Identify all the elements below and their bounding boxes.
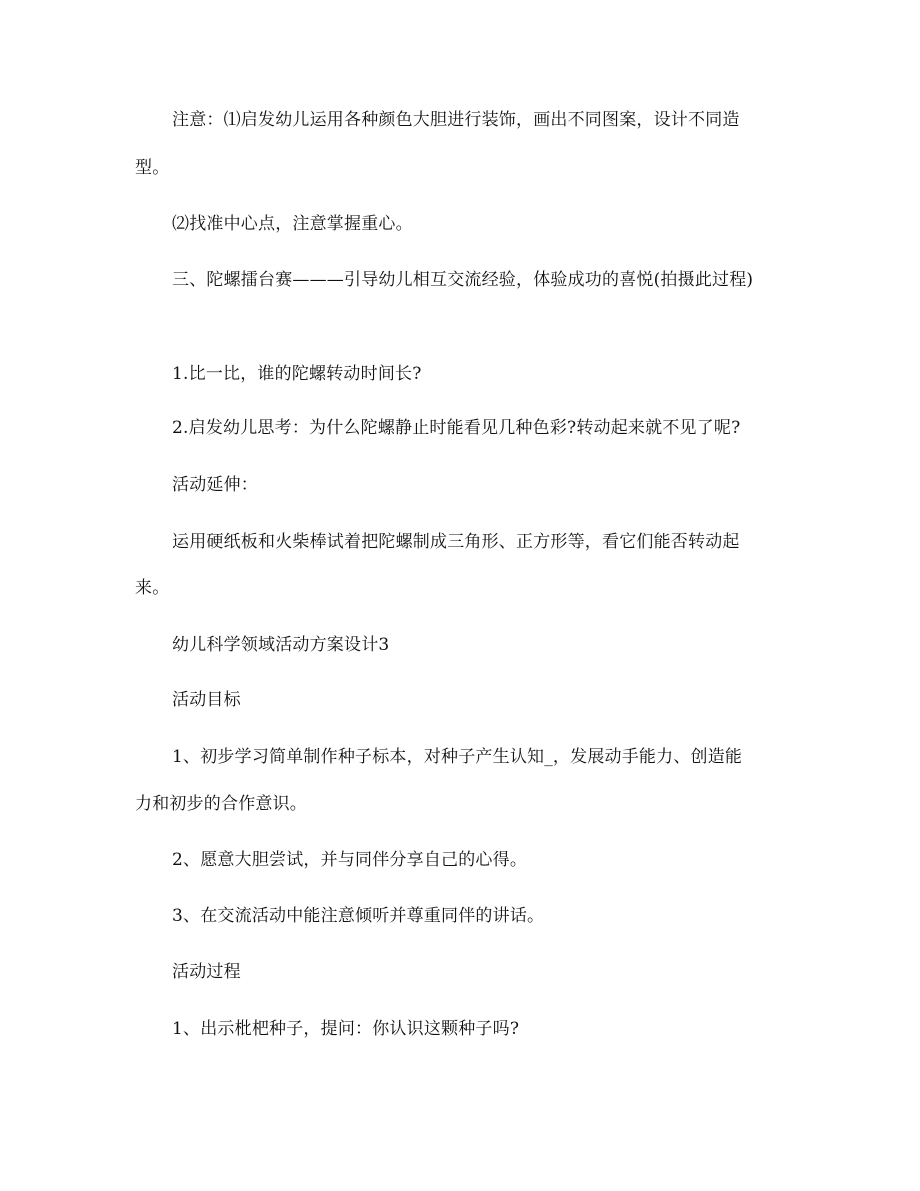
note-line-1-cont: 型。 [135,158,170,178]
goal-3: 3、在交流活动中能注意倾听并尊重同伴的讲话。 [172,906,545,926]
note-line-1: 注意：⑴启发幼儿运用各种颜色大胆进行装饰，画出不同图案，设计不同造 [172,110,740,130]
extension-paragraph: 运用硬纸板和火柴棒试着把陀螺制成三角形、正方形等，看它们能否转动起 [172,532,740,552]
section-3-heading: 三、陀螺擂台赛———引导幼儿相互交流经验，体验成功的喜悦(拍摄此过程) [172,270,754,290]
extension-paragraph-cont: 来。 [135,578,170,598]
note-line-2: ⑵找准中心点，注意掌握重心。 [172,214,413,234]
goal-2: 2、愿意大胆尝试，并与同伴分享自己的心得。 [172,850,528,870]
activity-extension-heading: 活动延伸： [172,475,258,495]
step-2: 2.启发幼儿思考：为什么陀螺静止时能看见几种色彩?转动起来就不见了呢? [172,418,741,438]
goal-1: 1、初步学习简单制作种子标本，对种子产生认知_，发展动手能力、创造能 [172,747,743,767]
activity-goals-heading: 活动目标 [172,690,241,710]
step-1: 1.比一比，谁的陀螺转动时间长? [172,364,422,384]
activity-process-heading: 活动过程 [172,962,241,982]
plan-title: 幼儿科学领域活动方案设计3 [172,635,390,655]
process-step-1: 1、出示枇杷种子，提问：你认识这颗种子吗? [172,1019,520,1039]
goal-1-cont: 力和初步的合作意识。 [135,794,307,814]
